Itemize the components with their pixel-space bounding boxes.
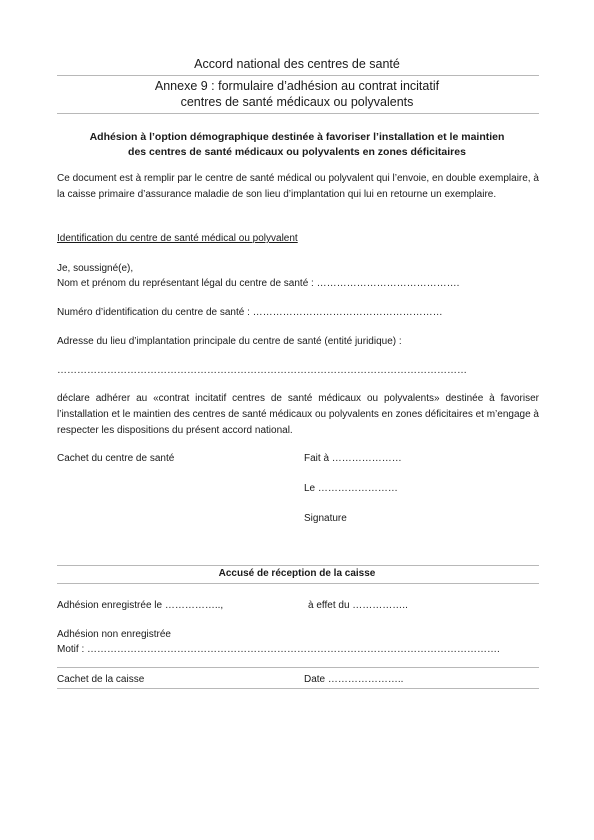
reason-field[interactable]: Motif : ……………………………………………………………………………………………………………. (57, 644, 500, 655)
undersigned-label: Je, soussigné(e), (57, 263, 134, 274)
registered-date-field[interactable]: Adhésion enregistrée le …………….., (57, 600, 224, 611)
done-at-field[interactable]: Fait à ………………… (304, 453, 402, 464)
subheading-line1: Adhésion à l’option démographique destinée à favoriser l’installation et le maintien (89, 131, 505, 143)
declaration-paragraph: déclare adhérer au «contrat incitatif centres de santé médicaux ou polyvalents» destinée à favoriser l’installation et le maintien des centres de santé médicaux ou polyvalents en zones déficitaires et m’engage à respecter les dispositions du présent accord national. (57, 393, 539, 436)
health-center-stamp-label: Cachet du centre de santé (57, 453, 175, 464)
center-id-number-field[interactable]: Numéro d’identification du centre de santé : ………………………………………………… (57, 307, 443, 318)
legal-representative-field[interactable]: Nom et prénom du représentant légal du centre de santé : ……………………………………. (57, 278, 460, 289)
receipt-divider-fund (57, 667, 539, 668)
header-divider-top (57, 75, 539, 76)
receipt-divider-end (57, 688, 539, 689)
address-label: Adresse du lieu d’implantation principale du centre de santé (entité juridique) : (57, 336, 402, 347)
identification-heading: Identification du centre de santé médical ou polyvalent (57, 233, 298, 244)
date-field[interactable]: Le …………………… (304, 483, 398, 494)
address-field[interactable]: …………………………………………………………………………………………………………… (57, 365, 467, 376)
effective-date-field[interactable]: à effet du …………….. (308, 600, 408, 611)
intro-paragraph: Ce document est à remplir par le centre de santé médical ou polyvalent qui l’envoie, en double exemplaire, à la caisse primaire d’assurance maladie de son lieu d’implantation qui lui en retourne un exemplaire. (57, 173, 539, 200)
fund-stamp-label: Cachet de la caisse (57, 674, 145, 685)
not-registered-label: Adhésion non enregistrée (57, 629, 171, 640)
header-divider-bottom (57, 113, 539, 114)
subheading-line2: des centres de santé médicaux ou polyvalents en zones déficitaires (128, 146, 466, 158)
annex-title-line1: Annexe 9 : formulaire d’adhésion au contrat incitatif (154, 79, 440, 93)
document-title: Accord national des centres de santé (194, 57, 400, 71)
receipt-heading: Accusé de réception de la caisse (218, 568, 376, 579)
fund-date-field[interactable]: Date ………………….. (304, 674, 404, 685)
signature-label: Signature (304, 513, 347, 524)
annex-title-line2: centres de santé médicaux ou polyvalents (180, 95, 414, 109)
receipt-divider-top (57, 565, 539, 566)
receipt-divider-bottom (57, 583, 539, 584)
